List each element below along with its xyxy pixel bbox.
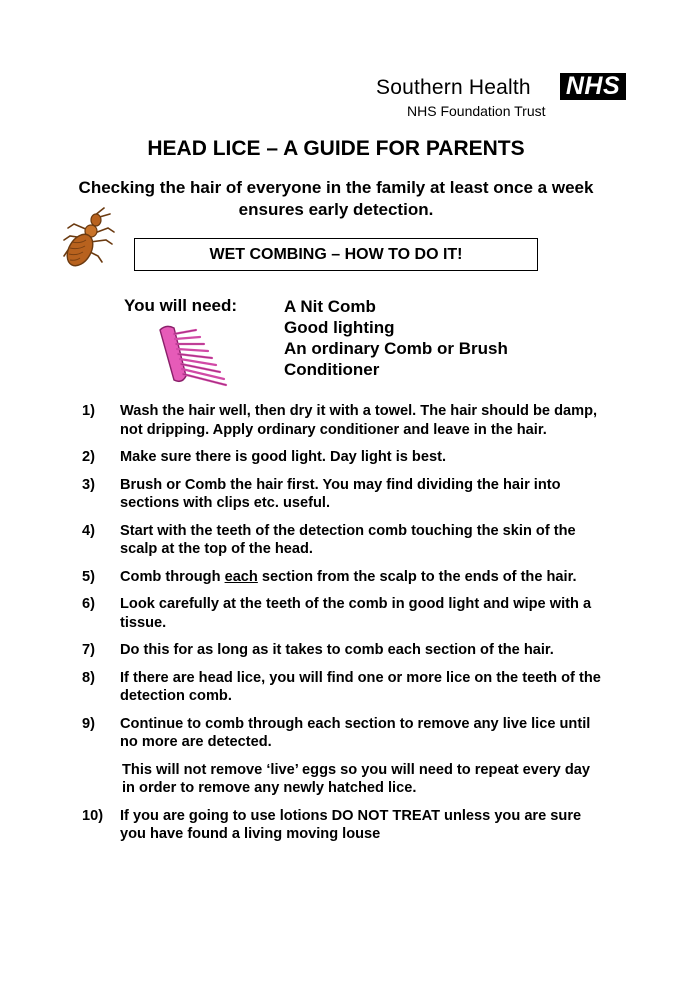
needs-list (284, 296, 508, 380)
needs-item: Good lighting (284, 318, 395, 337)
step-number: 6) (82, 596, 95, 612)
step-number: 2) (82, 449, 95, 465)
comb-icon (156, 322, 234, 388)
step-number: 5) (82, 568, 95, 585)
list-item (82, 568, 602, 587)
step-number: 3) (82, 476, 95, 493)
step-text: Wash the hair well, then dry it with a towel. The hair should be damp, not dripping. Apply ordinary conditioner and leave in the hair. (120, 403, 598, 438)
intro-text: Checking the hair of everyone in the family at least once a week ensures early detection. (78, 178, 594, 219)
needs-item: A Nit Comb (284, 297, 376, 316)
step-number: 7) (82, 642, 95, 658)
list-item (82, 641, 602, 660)
list-item (82, 715, 602, 752)
section-banner: WET COMBING – HOW TO DO IT! (134, 238, 538, 271)
step-text: Continue to comb through each section to remove any live lice until no more are detected. (120, 715, 591, 750)
needs-item: An ordinary Comb or Brush (284, 339, 508, 358)
step-number: 9) (82, 715, 95, 732)
needs-label: You will need: (124, 296, 238, 315)
step-number: 4) (82, 522, 95, 539)
step-text: Brush or Comb the hair first. You may find dividing the hair into sections with clips etc. useful. (120, 476, 561, 511)
step-text: Look carefully at the teeth of the comb in good light and wipe with a tissue. (120, 596, 592, 631)
step-text: Start with the teeth of the detection comb touching the skin of the scalp at the top of the head. (120, 522, 576, 557)
emphasis-each: each (224, 568, 258, 585)
step-number: 1) (82, 403, 95, 419)
step-number: 10) (82, 807, 104, 824)
org-subtitle: NHS Foundation Trust (407, 103, 546, 119)
step-text: Make sure there is good light. Day light is best. (120, 449, 446, 465)
org-name: Southern Health (376, 76, 531, 99)
list-item (82, 402, 602, 439)
list-item (82, 807, 602, 844)
nhs-logo: NHS (560, 73, 626, 100)
list-item (82, 595, 602, 632)
step-note: This will not remove ‘live’ eggs so you will need to repeat every day in order to remove any newly hatched lice. (122, 761, 590, 796)
list-item (82, 669, 602, 706)
step-text: If you are going to use lotions DO NOT TREAT unless you are sure you have found a living moving louse (120, 807, 582, 842)
step-text: Comb through each section from the scalp to the ends of the hair. (120, 568, 577, 585)
step-number: 8) (82, 669, 95, 686)
louse-icon (58, 206, 120, 272)
step-text: Do this for as long as it takes to comb each section of the hair. (120, 642, 554, 658)
list-item (82, 522, 602, 559)
list-item (82, 476, 602, 513)
list-item (82, 448, 602, 467)
needs-item: Conditioner (284, 360, 380, 379)
steps-list (82, 402, 602, 853)
page-title: HEAD LICE – A GUIDE FOR PARENTS (147, 137, 525, 160)
step-text: If there are head lice, you will find one or more lice on the teeth of the detection comb. (120, 669, 601, 704)
